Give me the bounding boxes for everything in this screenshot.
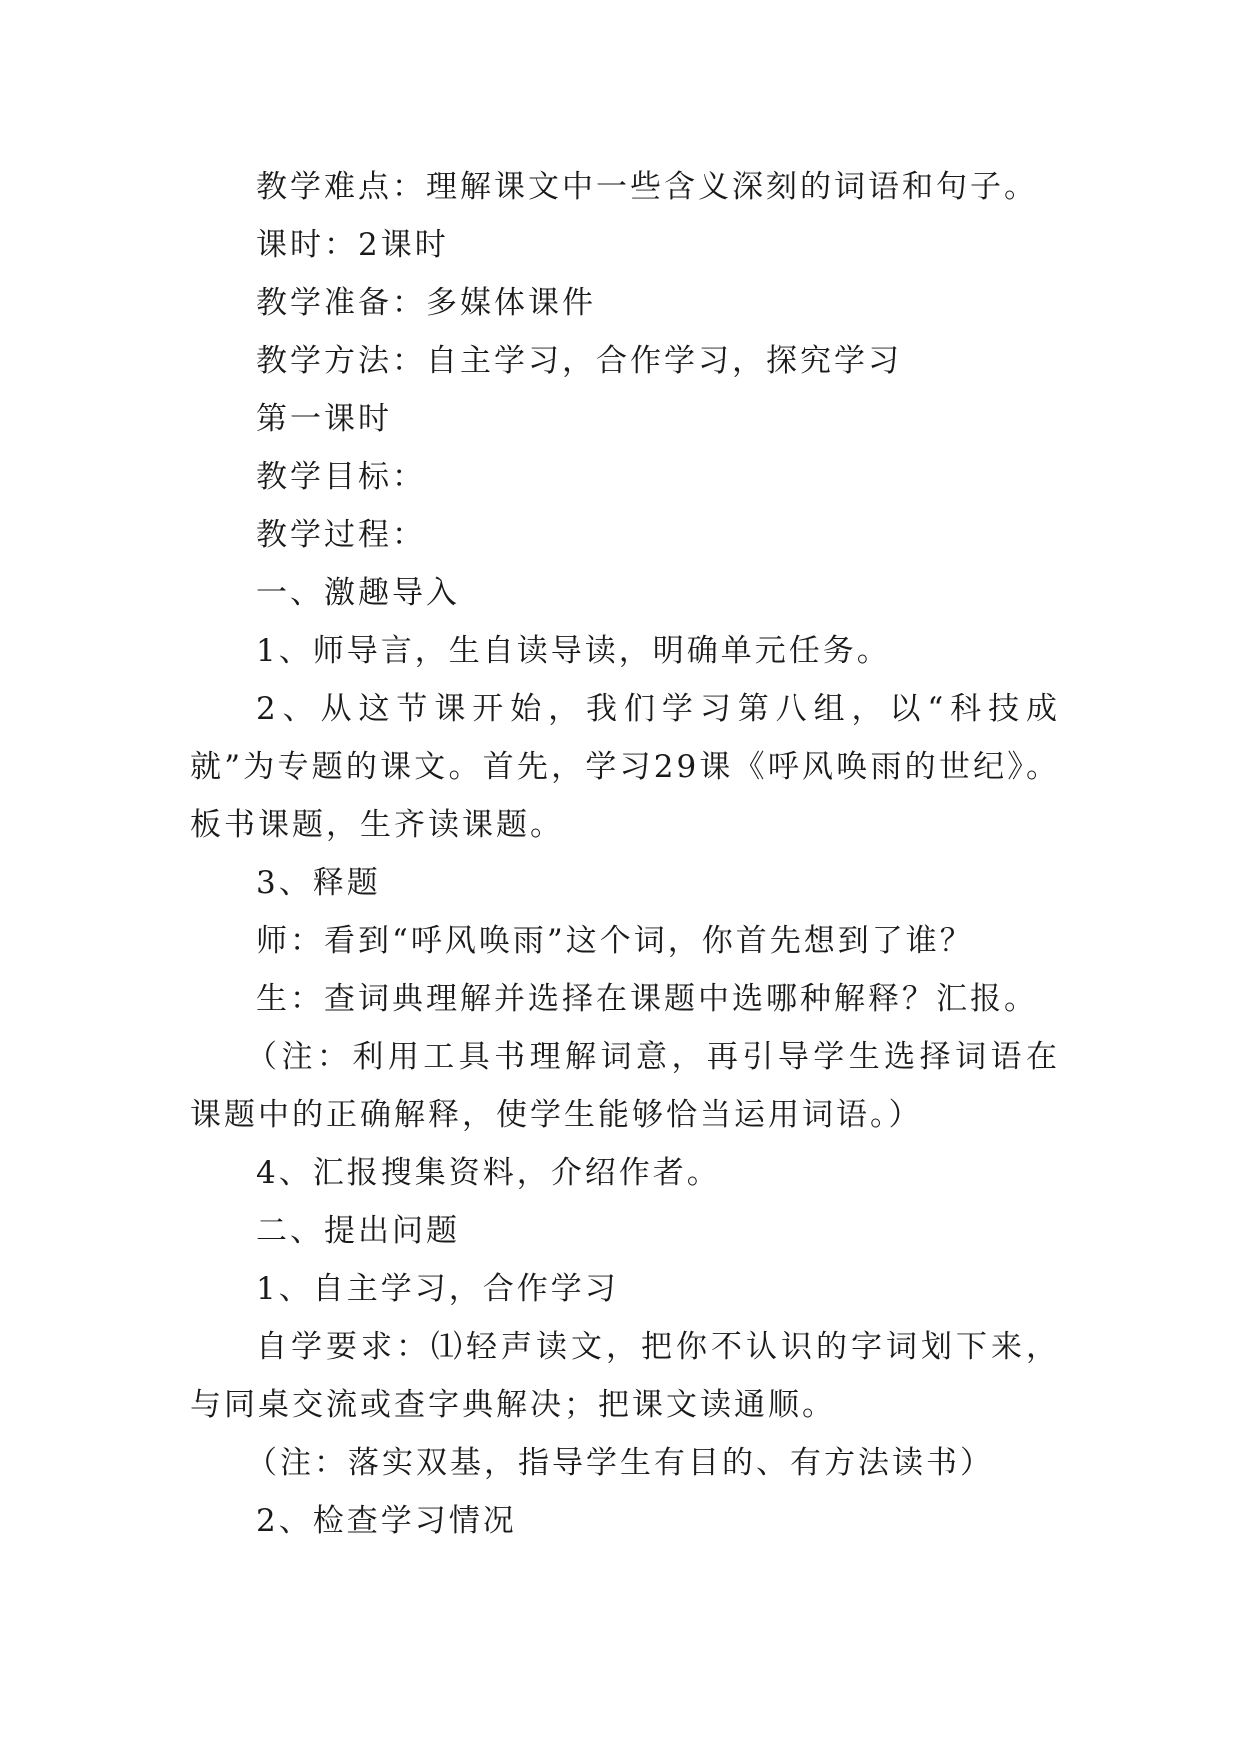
paragraph-teaching-difficulty: 教学难点：理解课文中一些含义深刻的词语和句子。 — [256, 169, 1038, 205]
paragraph-self-study: 1、自主学习，合作学习 — [256, 1271, 619, 1307]
paragraph-teaching-method: 教学方法：自主学习，合作学习，探究学习 — [256, 343, 902, 379]
paragraph-item-3: 3、释题 — [256, 865, 381, 901]
document-body — [190, 158, 1060, 1550]
paragraph-item-1: 1、师导言，生自读导读，明确单元任务。 — [256, 633, 891, 669]
paragraph-teacher-question: 师：看到“呼风唤雨”这个词，你首先想到了谁？ — [256, 923, 974, 959]
paragraph-self-study-requirements: 自学要求：⑴轻声读文，把你不认识的字词划下来，与同桌交流或查字典解决；把课文读通顺。 — [190, 1329, 1060, 1423]
paragraph-student-answer: 生：查词典理解并选择在课题中选哪种解释？汇报。 — [256, 981, 1038, 1017]
paragraph-teaching-process: 教学过程： — [256, 517, 426, 553]
paragraph-item-2: 2、从这节课开始，我们学习第八组，以“科技成就”为专题的课文。首先，学习29课《呼风唤雨的世纪》。板书课题，生齐读课题。 — [190, 691, 1060, 843]
paragraph-item-4: 4、汇报搜集资料，介绍作者。 — [256, 1155, 721, 1191]
paragraph-teaching-preparation: 教学准备：多媒体课件 — [256, 285, 596, 321]
paragraph-check-learning: 2、检查学习情况 — [256, 1503, 517, 1539]
section-heading-intro: 一、激趣导入 — [256, 575, 460, 611]
paragraph-first-lesson: 第一课时 — [256, 401, 392, 437]
paragraph-note-2: （注：落实双基，指导学生有目的、有方法读书） — [246, 1445, 994, 1481]
section-heading-questions: 二、提出问题 — [256, 1213, 460, 1249]
paragraph-teaching-goal: 教学目标： — [256, 459, 426, 495]
paragraph-note-1: （注：利用工具书理解词意，再引导学生选择词语在课题中的正确解释，使学生能够恰当运用词语。） — [190, 1039, 1060, 1133]
paragraph-class-hours: 课时：2课时 — [256, 227, 449, 263]
